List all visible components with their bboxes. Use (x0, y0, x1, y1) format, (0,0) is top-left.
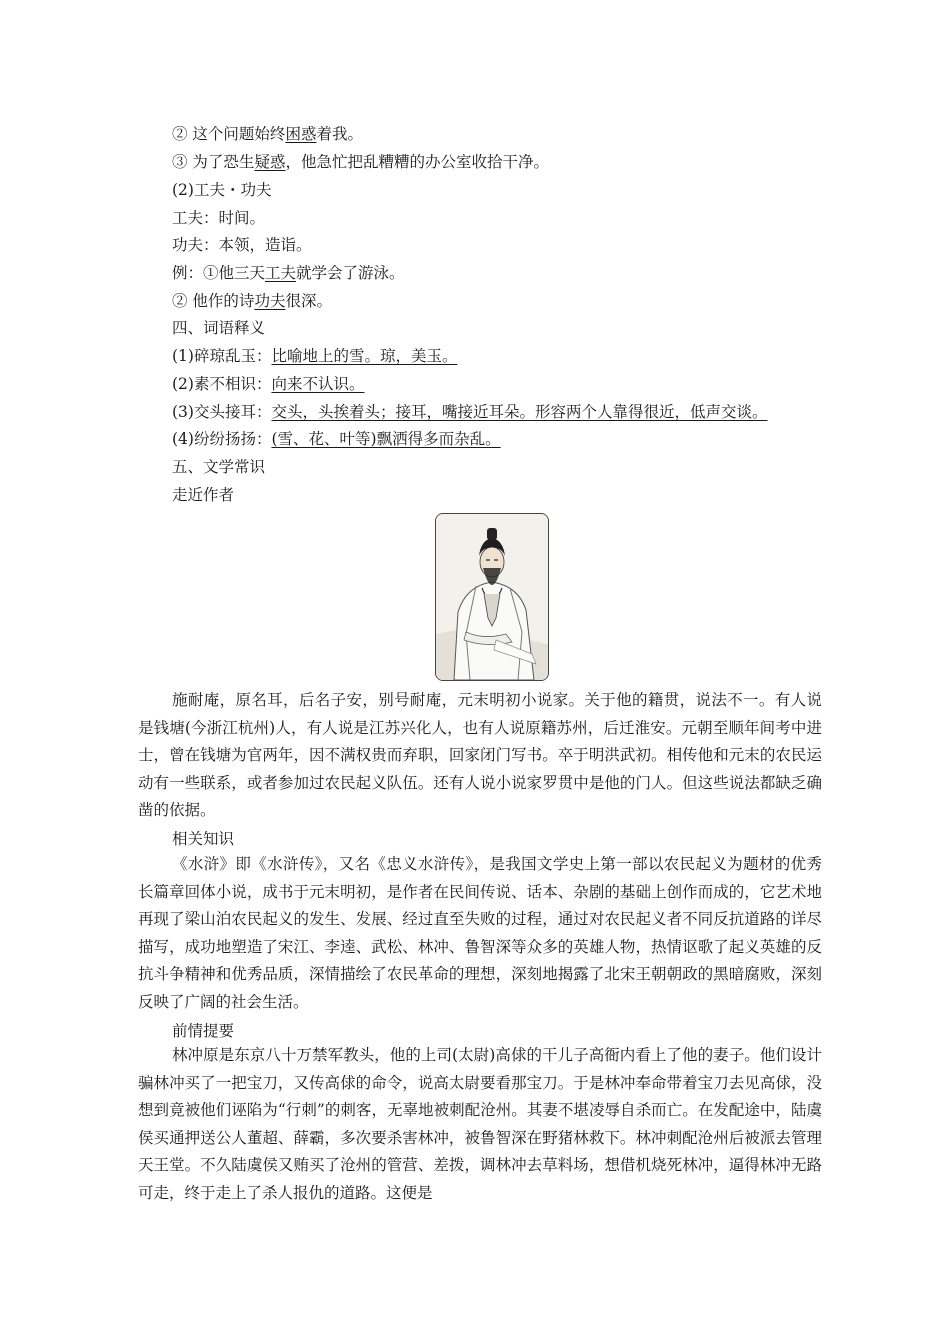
related-knowledge-paragraph: 《水浒》即《水浒传》，又名《忠义水浒传》，是我国文学史上第一部以农民起义为题材的优秀长篇章回体小说，成书于元末明初，是作者在民间传说、话本、杂剧的基础上创作而成的，它艺术地再现了梁山泊农民起义的发生、发展、经过直至失败的过程，通过对农民起义者不同反抗道路的详尽描写，成功地塑造了宋江、李逵、武松、林冲、鲁智深等众多的英雄人物，热情讴歌了起义英雄的反抗斗争精神和优秀品质，深情描绘了农民革命的理想，深刻地揭露了北宋王朝朝政的黑暗腐败，深刻反映了广阔的社会生活。 (138, 855, 822, 1011)
vocab-definition: 交头，头挨着头；接耳，嘴接近耳朵。形容两个人靠得很近，低声交谈。 (271, 403, 768, 421)
line-text: ，他急忙把乱糟糟的办公室收拾干净。 (285, 153, 549, 171)
underlined-word: 功夫 (254, 292, 286, 310)
plot-summary-paragraph: 林冲原是东京八十万禁军教头，他的上司(太尉)高俅的干儿子高衙内看上了他的妻子。他们设计骗林冲买了一把宝刀，又传高俅的命令，说高太尉要看那宝刀。于是林冲奉命带着宝刀去见高俅，没想到竟被他们诬陷为“行刺”的刺客，无辜地被刺配沧州。其妻不堪凌辱自杀而亡。在发配途中，陆虞侯买通押送公人董超、薛霸，多次要杀害林冲，被鲁智深在野猪林救下。林冲刺配沧州后被派去管理天王堂。不久陆虞侯又贿买了沧州的管营、差拨，调林冲去草料场，想借机烧死林冲，逼得林冲无路可走，终于走上了杀人报仇的道路。这便是 (138, 1046, 822, 1202)
line-text: 就学会了游泳。 (296, 264, 405, 282)
line-text: 很深。 (285, 292, 332, 310)
vocab-definition: 向来不认识。 (271, 375, 365, 393)
vocab-term: (2)素不相识： (172, 375, 272, 393)
subheading-related-knowledge: 相关知识 (172, 830, 235, 848)
vocab-term: (4)纷纷扬扬： (172, 430, 272, 448)
vocab-item-1 (172, 346, 457, 366)
line-text: 例：①他三天 (172, 264, 266, 282)
underlined-word: 疑惑 (254, 153, 286, 171)
underlined-word: 困惑 (285, 125, 317, 143)
vocab-definition: 比喻地上的雪。琼，美玉。 (271, 347, 458, 365)
author-portrait (435, 513, 549, 681)
vocab-term: (1)碎琼乱玉： (172, 347, 272, 365)
portrait-illustration-icon (436, 514, 548, 680)
line-text: ③ 为了恐生 (172, 153, 255, 171)
line-text: ② 这个问题始终 (172, 125, 286, 143)
example-line-confused (172, 124, 363, 144)
vocab-term: (3)交头接耳： (172, 403, 272, 421)
vocab-item-3 (172, 402, 767, 422)
vocab-item-4 (172, 429, 501, 449)
definition-time: 工夫：时间。 (172, 209, 266, 227)
vocab-item-2 (172, 374, 364, 394)
vocab-definition: (雪、花、叶等)飘洒得多而杂乱。 (271, 430, 501, 448)
subheading-author: 走近作者 (172, 486, 235, 504)
line-text: ② 他作的诗 (172, 292, 255, 310)
author-paragraph: 施耐庵，原名耳，后名子安，别号耐庵，元末明初小说家。关于他的籍贯，说法不一。有人说是钱塘(今浙江杭州)人，有人说是江苏兴化人，也有人说原籍苏州，后迁淮安。元朝至顺年间考中进士，曾在钱塘为官两年，因不满权贵而弃职，回家闭门写书。卒于明洪武初。相传他和元末的农民运动有一些联系，或者参加过农民起义队伍。还有人说小说家罗贯中是他的门人。但这些说法都缺乏确凿的依据。 (138, 691, 822, 820)
example-line-doubt (172, 152, 549, 172)
underlined-word: 工夫 (265, 264, 297, 282)
line-text: 着我。 (316, 125, 363, 143)
subheading-plot-summary: 前情提要 (172, 1022, 235, 1040)
definition-skill: 功夫：本领，造诣。 (172, 236, 312, 254)
word-pair-heading: (2)工夫・功夫 (172, 181, 272, 199)
example-line-poem (172, 291, 332, 311)
section-heading-vocabulary: 四、词语释义 (172, 319, 266, 337)
example-line-swim (172, 263, 405, 283)
section-heading-literature: 五、文学常识 (172, 458, 266, 476)
